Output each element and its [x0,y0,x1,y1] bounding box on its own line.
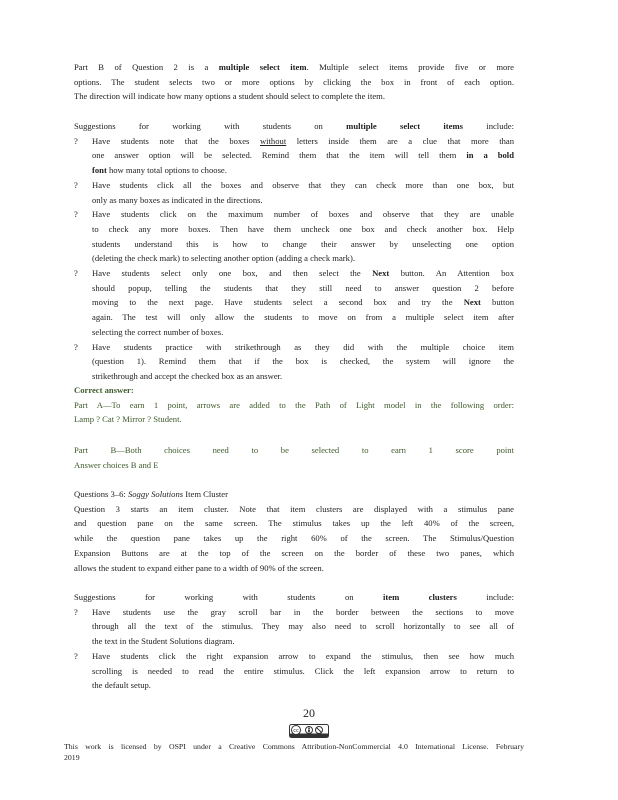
text-run: include: [456,592,514,602]
text-line [74,531,514,546]
text-run: Expansion Buttons are at the top of the screen on the border of these two panes, which [74,547,514,558]
bullet-item [74,340,514,384]
text-line [74,89,514,104]
text-run: Part A—To earn 1 point, arrows are added to the Path of Light model in the following order: [74,399,514,410]
text-line [74,60,514,75]
suggestions-clusters-heading [74,590,514,605]
text-line [92,134,514,149]
bold-text: font [92,165,107,176]
text-line [92,369,514,384]
text-run: students understand this is how to change their answer by unselecting one option [92,238,514,249]
text-run: Suggestions for working with students on [74,592,383,602]
bold-text: Next [372,268,390,279]
text-run: include: [462,121,514,131]
bold-text: Next [463,297,481,308]
text-run: moving to the next page. Have students select a second box and try the [92,297,464,308]
text-line [92,148,514,163]
text-line [92,222,514,237]
text-line [92,251,514,266]
part-b-answer [74,443,514,472]
suggestions-multiple-select [74,119,514,384]
text-run: through all the text of the stimulus. They may also need to scroll horizontally to see all of [92,621,514,632]
svg-text:cc: cc [293,728,299,734]
text-run: (deleting the check mark) to selecting another option (adding a check mark). [92,253,355,264]
text-run: Part B—Both choices need to be selected to earn 1 score point [74,445,514,455]
bullet-item [74,649,514,693]
text-run: Have students practice with strikethrough as they did with the multiple choice item [92,341,514,352]
text-line [92,281,514,296]
bullet-text [92,178,514,207]
bold-text: item clusters [383,592,457,602]
bullet-item [74,207,514,266]
italic-text: Soggy Solutions [127,489,184,499]
text-run: This work is licensed by OSPI under a Creative Commons Attribution-NonCommercial 4.0 International License. February [64,742,524,751]
bullet-marker: ? [74,135,78,146]
text-run: Suggestions for working with students on [74,121,347,131]
text-line [74,502,514,517]
text-run: Have students click the right expansion arrow to expand the stimulus, then see how much [92,650,514,661]
text-run: Answer choices B and E [74,459,159,470]
text-line [92,325,514,340]
bullet-marker: ? [74,268,78,279]
bullet-marker: ? [74,650,78,661]
text-run: (question 1). Remind them that if the box is checked, the system will ignore the [92,356,514,367]
cc-by-nc-icon [289,724,329,738]
bullet-text [92,649,514,693]
bullet-marker: ? [74,209,78,220]
text-run: only as many boxes as indicated in the directions. [92,194,263,205]
text-line [92,664,514,679]
text-run: Part B of Question 2 is a [74,62,219,72]
text-line [92,237,514,252]
questions-3-6-title [74,487,514,502]
text-run: Questions 3–6: [74,489,128,499]
bullet-item [74,178,514,207]
text-line [74,443,514,458]
text-run: Question 3 starts an item cluster. Note that item clusters are displayed with a stimulus pane [74,503,514,514]
text-run: to check any more boxes. Then have them uncheck one box and check another box. Help [92,223,514,234]
text-run: The direction will indicate how many options a student should select to complete the item. [74,91,385,102]
suggestions-clusters-bullets [74,605,514,693]
text-run: Lamp ? Cat ? Mirror ? Student. [74,414,182,425]
text-line [74,398,514,413]
text-run: the text in the Student Solutions diagram. [92,636,235,647]
text-line [74,546,514,561]
text-line [92,649,514,664]
bullet-marker: ? [74,179,78,190]
bullet-item [74,266,514,340]
bullet-text [92,207,514,266]
text-run: Item Cluster [183,489,228,499]
bullet-marker: ? [74,341,78,352]
text-run: Have students click all the boxes and observe that they can check more than one box, but [92,179,514,190]
text-run: Have students note that the boxes [92,135,260,146]
text-run: options. The student selects two or more options by clicking the box in front of each option. [74,76,514,87]
part-b-intro-lines [74,60,514,104]
bullet-text [92,340,514,384]
text-line [92,266,514,281]
text-run: strikethrough and accept the checked box as an answer. [92,370,283,381]
bullet-marker: ? [74,606,78,617]
license-footer [64,741,524,763]
text-run: button [480,297,514,308]
text-line [92,163,514,178]
text-line [92,340,514,355]
part-a-answer [74,398,514,427]
text-run: Have students select only one box, and then select the [92,268,373,279]
bullet-text [92,605,514,649]
bullet-item [74,134,514,178]
bullet-text [92,134,514,178]
text-line [92,605,514,620]
text-line [74,458,514,473]
text-line [74,75,514,90]
text-run: 2019 [64,753,80,762]
text-line [92,619,514,634]
part-b-intro [74,60,514,104]
text-run: should popup, telling the students that they still need to answer question 2 before [92,282,514,293]
text-run: and question pane on the same screen. The stimulus takes up the left 40% of the screen, [74,518,514,529]
bold-text: multiple select item [218,62,307,72]
text-line [92,207,514,222]
text-run: Have students use the gray scroll bar in the border between the sections to move [92,606,514,617]
bullet-item [74,605,514,649]
suggestions-item-clusters [74,590,514,693]
text-line [74,516,514,531]
text-run: how many total options to choose. [106,165,227,176]
suggestions-msi-bullets [74,134,514,384]
text-line [74,561,514,576]
text-line [74,412,514,427]
bold-text: multiple select items [346,121,463,131]
text-run: Have students click on the maximum number of boxes and observe that they are unable [92,209,514,220]
questions-3-6-body [74,502,514,576]
text-line [64,752,524,763]
page-number: 20 [303,706,315,720]
text-line [92,310,514,325]
text-line [92,178,514,193]
text-line [92,295,514,310]
text-run: again. The test will only allow the students to move on from a multiple select item after [92,312,514,323]
text-run: while the question pane takes up the right 60% of the screen. The Stimulus/Question [74,533,514,544]
text-run: allows the student to expand either pane to a width of 90% of the screen. [74,562,324,573]
text-run: selecting the correct number of boxes. [92,326,224,337]
correct-answer-section [74,383,514,427]
text-line [92,634,514,649]
text-run: scrolling is needed to read the entire stimulus. Click the left expansion arrow to return to [92,665,514,676]
correct-answer-heading: Correct answer: [74,385,134,395]
underlined-text: without [259,135,287,146]
text-run: button. An Attention box [389,268,514,279]
bold-text: in a bold [466,150,514,161]
text-line [92,678,514,693]
text-line [64,741,524,752]
text-line [92,193,514,208]
suggestions-msi-heading [74,119,514,134]
text-run: letters inside them are a clue that more than [286,135,514,146]
bullet-text [92,266,514,340]
text-line [92,354,514,369]
text-run: one answer option will be selected. Remind them that the item will tell them [92,150,467,161]
text-run: the default setup. [92,680,151,691]
text-run: . Multiple select items provide five or more [306,62,514,72]
questions-3-6-section [74,487,514,575]
